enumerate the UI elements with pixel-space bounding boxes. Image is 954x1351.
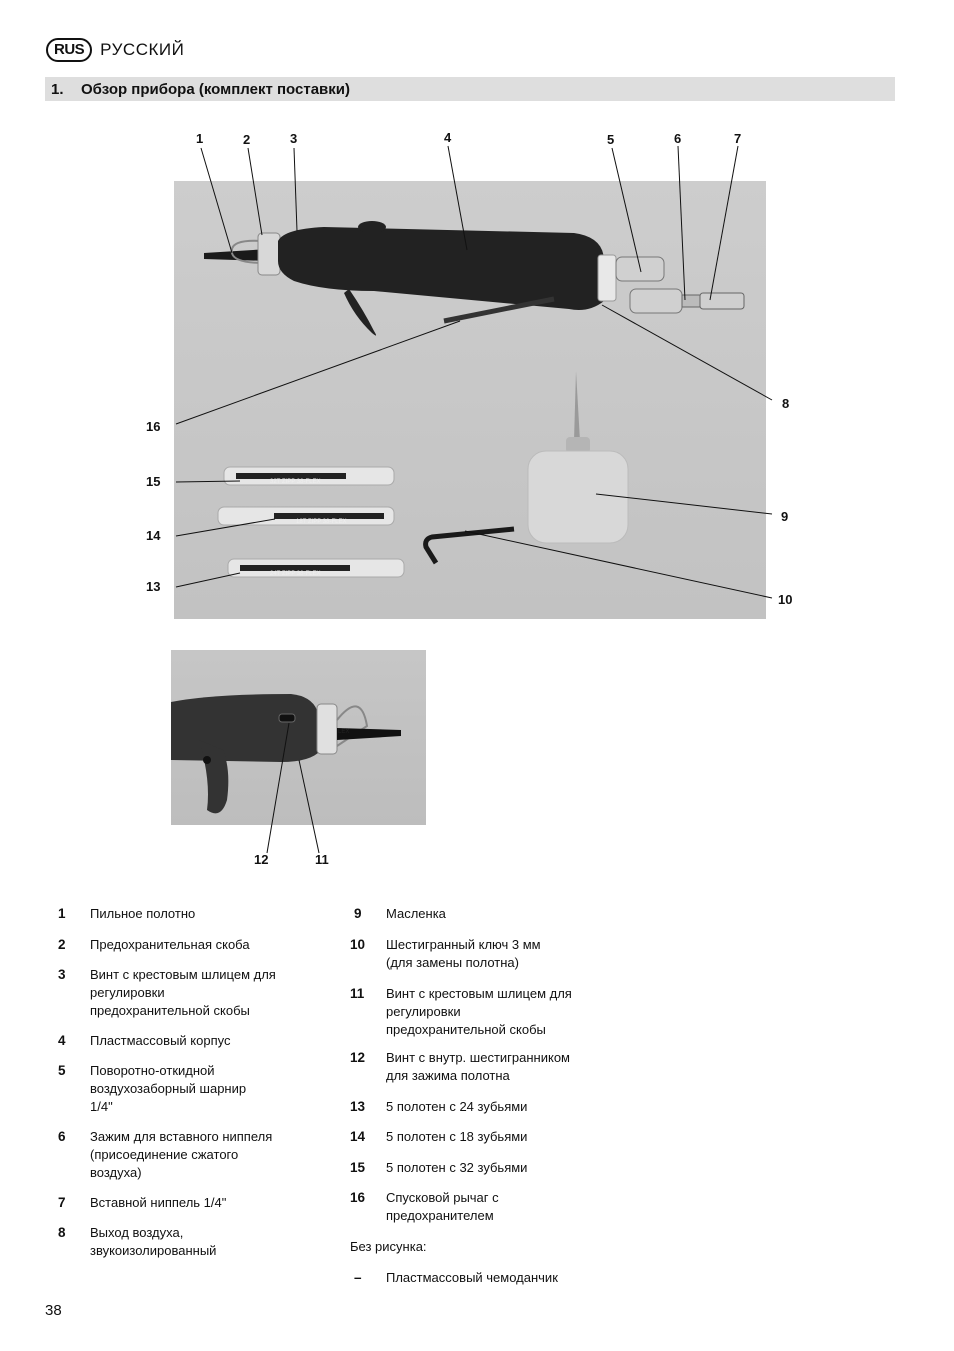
leader-10 — [465, 531, 772, 598]
blade-label-15: 32T ZIPP 38-FLEX — [270, 479, 321, 485]
legend-item — [350, 1159, 527, 1177]
language-badge: RUS — [46, 38, 92, 62]
blade-label-14: 18T ZIPP 38-FLEX — [296, 519, 347, 525]
legend-number: 8 — [58, 1225, 66, 1240]
callout-13: 13 — [146, 579, 161, 594]
legend-item — [350, 936, 541, 972]
leader-12 — [267, 723, 289, 853]
legend-text: Шестигранный ключ 3 мм (для замены полотна) — [386, 937, 541, 970]
legend-text: Пластмассовый корпус — [90, 1033, 231, 1048]
legend-number: – — [354, 1270, 362, 1285]
legend-number: 10 — [350, 937, 366, 952]
callout-5: 5 — [607, 132, 615, 147]
legend-item — [350, 1049, 570, 1085]
legend-number: 16 — [350, 1190, 366, 1205]
section-title: Обзор прибора (комплект поставки) — [81, 80, 350, 98]
detail-blade-label: LEX — [338, 729, 350, 735]
leader-16 — [176, 321, 460, 424]
legend-text: Поворотно-откидной воздухозаборный шарнир 1/4" — [90, 1063, 247, 1114]
legend-item — [350, 1128, 527, 1146]
legend-item — [58, 966, 276, 1020]
leader-15 — [176, 481, 240, 482]
page-number: 38 — [45, 1302, 62, 1319]
callout-16: 16 — [146, 419, 161, 434]
leader-1 — [201, 148, 232, 253]
legend-item — [354, 905, 446, 923]
blade-label-13: 24T ZIPP 38-FLEX — [270, 571, 321, 577]
legend-item — [58, 1128, 272, 1182]
legend-text: Зажим для вставного ниппеля (присоединение сжатого воздуха) — [90, 1129, 273, 1180]
legend-item — [58, 936, 250, 954]
legend-text: Винт с внутр. шестигранником для зажима полотна — [386, 1050, 570, 1083]
legend-text: Пластмассовый чемоданчик — [386, 1270, 558, 1285]
legend-number: 4 — [58, 1033, 66, 1048]
legend-text: Пильное полотно — [90, 906, 196, 921]
leader-2 — [248, 148, 262, 235]
legend-text: Предохранительная скоба — [90, 937, 250, 952]
leader-8 — [602, 305, 772, 400]
legend-number: 9 — [354, 906, 362, 921]
legend-number: 11 — [350, 986, 365, 1001]
leader-11 — [299, 760, 319, 853]
legend-number: 2 — [58, 937, 66, 952]
legend-item — [58, 1062, 246, 1116]
legend-number: 14 — [350, 1129, 366, 1144]
leader-9 — [596, 494, 772, 514]
legend-text: Винт с крестовым шлицем для регулировки предохранительной скобы — [90, 967, 276, 1018]
leader-7 — [710, 146, 738, 300]
no-picture-label: Без рисунка: — [350, 1239, 427, 1254]
legend-item — [350, 1189, 499, 1225]
legend-item — [58, 1194, 226, 1212]
legend-number: 13 — [350, 1099, 366, 1114]
legend-text: Вставной ниппель 1/4" — [90, 1195, 227, 1210]
legend-text: 5 полотен с 18 зубьями — [386, 1129, 528, 1144]
legend-item — [350, 985, 572, 1039]
leader-14 — [176, 519, 275, 536]
leader-6 — [678, 146, 685, 300]
no-picture-note — [350, 1238, 427, 1256]
legend-number: 3 — [58, 967, 66, 982]
leader-5 — [612, 148, 641, 272]
leader-3 — [294, 148, 297, 231]
legend-number: 1 — [58, 906, 66, 921]
leader-4 — [448, 146, 467, 250]
legend-text: 5 полотен с 32 зубьями — [386, 1160, 528, 1175]
legend-item — [58, 905, 195, 923]
legend-number: 5 — [58, 1063, 66, 1078]
section-number: 1. — [51, 80, 64, 98]
callout-12: 12 — [254, 852, 269, 867]
language-name: РУССКИЙ — [100, 40, 185, 59]
legend-text: Масленка — [386, 906, 446, 921]
callout-2: 2 — [243, 132, 251, 147]
callout-14: 14 — [146, 528, 161, 543]
callout-11: 11 — [315, 852, 329, 867]
callout-6: 6 — [674, 131, 682, 146]
callout-7: 7 — [734, 131, 742, 146]
legend-item — [350, 1098, 527, 1116]
callout-10: 10 — [778, 592, 793, 607]
callout-8: 8 — [782, 396, 790, 411]
legend-text: Выход воздуха, звукоизолированный — [90, 1225, 217, 1258]
legend-text: Спусковой рычаг с предохранителем — [386, 1190, 499, 1223]
legend-item-extra — [354, 1269, 558, 1287]
legend-item — [58, 1032, 230, 1050]
legend-text: Винт с крестовым шлицем для регулировки предохранительной скобы — [386, 986, 572, 1037]
legend-number: 7 — [58, 1195, 66, 1210]
legend-item — [58, 1224, 216, 1260]
callout-1: 1 — [196, 131, 204, 146]
legend-number: 15 — [350, 1160, 366, 1175]
callout-9: 9 — [781, 509, 789, 524]
callout-15: 15 — [146, 474, 161, 489]
leader-13 — [176, 573, 240, 587]
legend-text: 5 полотен с 24 зубьями — [386, 1099, 528, 1114]
callout-4: 4 — [444, 130, 452, 145]
legend-number: 12 — [350, 1050, 366, 1065]
callout-3: 3 — [290, 131, 298, 146]
legend-number: 6 — [58, 1129, 66, 1144]
